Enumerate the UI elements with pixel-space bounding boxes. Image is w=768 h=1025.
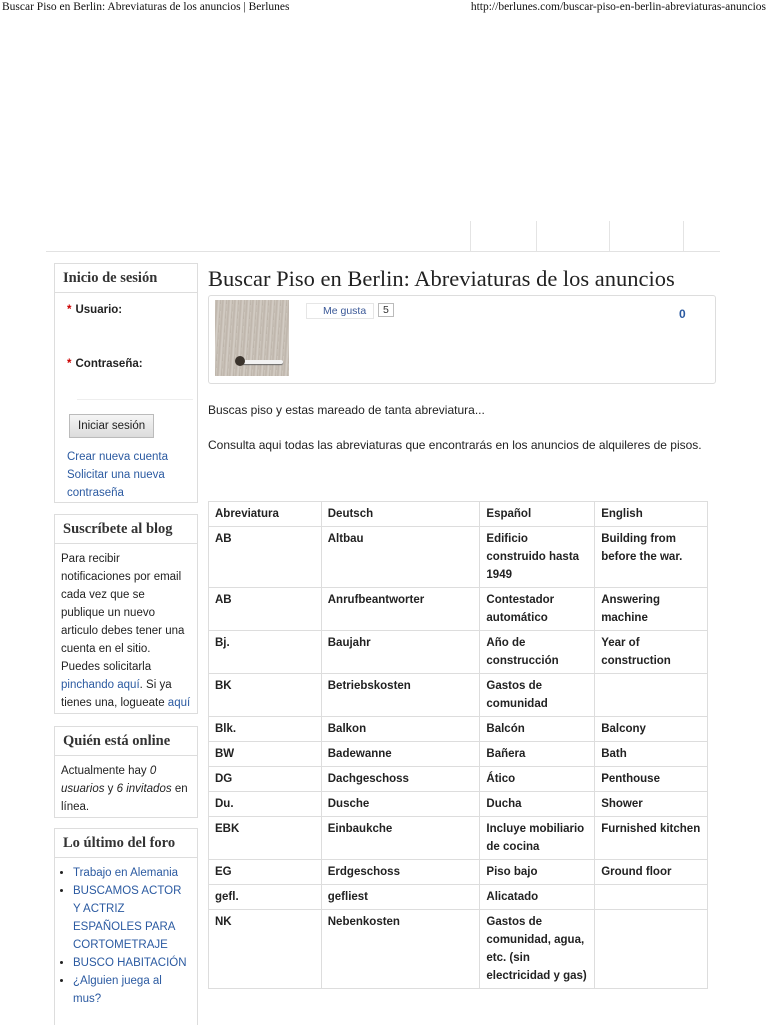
comment-count[interactable]: 0 (679, 307, 686, 321)
table-cell: NK (209, 910, 322, 989)
online-users: 0 usuarios (61, 765, 157, 795)
nav-divider (536, 221, 537, 251)
table-cell: Dusche (321, 792, 480, 817)
create-account-link[interactable]: Crear nueva cuenta (67, 451, 169, 463)
table-cell: Piso bajo (480, 860, 595, 885)
door-knob-graphic (235, 356, 245, 366)
page-title-header: Buscar Piso en Berlin: Abreviaturas de los anuncios | Berlunes (2, 1, 290, 13)
table-cell: Anrufbeantworter (321, 588, 480, 631)
like-button[interactable]: Me gusta (306, 303, 374, 319)
table-cell: DG (209, 767, 322, 792)
table-cell: Incluye mobiliario de cocina (480, 817, 595, 860)
table-cell: Einbaukche (321, 817, 480, 860)
table-cell: Ático (480, 767, 595, 792)
table-row (209, 742, 708, 767)
table-cell: gefliest (321, 885, 480, 910)
print-header (0, 0, 768, 16)
login-block (54, 263, 198, 503)
table-row (209, 717, 708, 742)
table-cell: Nebenkosten (321, 910, 480, 989)
table-header-cell: Español (480, 502, 595, 527)
table-cell: Balkon (321, 717, 480, 742)
table-cell: Edificio construido hasta 1949 (480, 527, 595, 588)
online-pre: Actualmente hay (61, 765, 147, 777)
table-cell (595, 885, 708, 910)
table-row (209, 885, 708, 910)
table-cell: Year of construction (595, 631, 708, 674)
table-row (209, 792, 708, 817)
forum-list (61, 864, 191, 1008)
required-mark: * (67, 304, 72, 316)
table-cell (595, 674, 708, 717)
online-mid: y (107, 783, 114, 795)
nav-divider (683, 221, 684, 251)
table-cell: Du. (209, 792, 322, 817)
table-cell: Answering machine (595, 588, 708, 631)
forum-link[interactable]: BUSCAMOS ACTOR Y ACTRIZ ESPAÑOLES PARA CORTOMETRAJE (73, 885, 182, 951)
table-cell: BW (209, 742, 322, 767)
table-cell: Furnished kitchen (595, 817, 708, 860)
table-cell: Ducha (480, 792, 595, 817)
main-navigation (46, 221, 720, 252)
like-count: 5 (378, 303, 394, 317)
table-cell: EG (209, 860, 322, 885)
article-info-box (208, 295, 716, 384)
table-cell: Shower (595, 792, 708, 817)
table-cell: BK (209, 674, 322, 717)
table-row (209, 527, 708, 588)
subscribe-text-2: . Si ya tienes una, logueate (61, 679, 172, 709)
abbreviations-table (208, 501, 708, 989)
list-item (73, 972, 191, 1008)
intro-text-2: Consulta aqui todas las abreviaturas que encontrarás en los anuncios de alquileres de pisos. (208, 438, 702, 452)
table-cell: AB (209, 588, 322, 631)
table-cell: Bj. (209, 631, 322, 674)
table-header-cell: English (595, 502, 708, 527)
table-cell: Bath (595, 742, 708, 767)
online-guests: 6 invitados (116, 783, 172, 795)
online-block (54, 726, 198, 818)
password-row (67, 355, 189, 373)
online-post: en línea. (61, 783, 188, 813)
login-here-link[interactable]: aquí (167, 697, 191, 709)
nav-divider (470, 221, 471, 251)
table-row (209, 588, 708, 631)
table-cell (595, 910, 708, 989)
table-cell: EBK (209, 817, 322, 860)
username-row (67, 301, 189, 319)
intro-text-1: Buscas piso y estas mareado de tanta abreviatura... (208, 403, 485, 417)
list-item (73, 882, 191, 954)
page-url-header: http://berlunes.com/buscar-piso-en-berlin-abreviaturas-anuncios (470, 1, 766, 13)
table-cell: gefl. (209, 885, 322, 910)
login-heading: Inicio de sesión (55, 264, 197, 293)
table-row (209, 674, 708, 717)
table-cell: Badewanne (321, 742, 480, 767)
username-input[interactable] (77, 325, 187, 355)
table-header-cell: Abreviatura (209, 502, 322, 527)
table-cell: Penthouse (595, 767, 708, 792)
password-input[interactable] (77, 379, 193, 400)
table-row (209, 767, 708, 792)
door-handle-graphic (239, 360, 283, 364)
required-mark: * (67, 358, 72, 370)
table-cell: Gastos de comunidad, agua, etc. (sin electricidad y gas) (480, 910, 595, 989)
forum-link[interactable]: ¿Alguien juega al mus? (73, 975, 162, 1005)
table-cell: Ground floor (595, 860, 708, 885)
table-cell: Building from before the war. (595, 527, 708, 588)
table-header-cell: Deutsch (321, 502, 480, 527)
forum-link[interactable]: BUSCO HABITACIÓN (73, 957, 187, 969)
article-title: Buscar Piso en Berlin: Abreviaturas de los anuncios (208, 266, 675, 291)
forum-block (54, 828, 198, 1025)
table-row (209, 817, 708, 860)
table-row (209, 910, 708, 989)
table-header-row (209, 502, 708, 527)
table-cell: Altbau (321, 527, 480, 588)
online-heading: Quién está online (55, 727, 197, 756)
subscribe-heading: Suscríbete al blog (55, 515, 197, 544)
table-cell: Blk. (209, 717, 322, 742)
list-item (73, 864, 191, 882)
list-item (73, 954, 191, 972)
table-cell: Contestador automático (480, 588, 595, 631)
table-row (209, 631, 708, 674)
forum-heading: Lo último del foro (55, 829, 197, 858)
nav-divider (609, 221, 610, 251)
subscribe-link[interactable]: pinchando aquí (61, 679, 140, 691)
table-cell: Año de construcción (480, 631, 595, 674)
password-label: Contraseña: (75, 358, 143, 370)
table-cell: Bañera (480, 742, 595, 767)
table-cell: Alicatado (480, 885, 595, 910)
table-cell: Balcón (480, 717, 595, 742)
table-row (209, 860, 708, 885)
table-cell: Betriebskosten (321, 674, 480, 717)
table-cell: Dachgeschoss (321, 767, 480, 792)
table-cell: Baujahr (321, 631, 480, 674)
table-cell: Gastos de comunidad (480, 674, 595, 717)
username-label: Usuario: (75, 304, 123, 316)
request-password-link[interactable]: Solicitar una nueva contraseña (67, 469, 165, 499)
article-image (215, 300, 289, 376)
subscribe-block (54, 514, 198, 714)
table-cell: Erdgeschoss (321, 860, 480, 885)
table-cell: Balcony (595, 717, 708, 742)
forum-link[interactable]: Trabajo en Alemania (73, 867, 179, 879)
table-cell: AB (209, 527, 322, 588)
login-button[interactable]: Iniciar sesión (69, 414, 154, 438)
subscribe-text: Para recibir notificaciones por email cada vez que se publique un nuevo articulo debes tener una cuenta en el sitio. Puedes solicitarla (61, 553, 185, 673)
